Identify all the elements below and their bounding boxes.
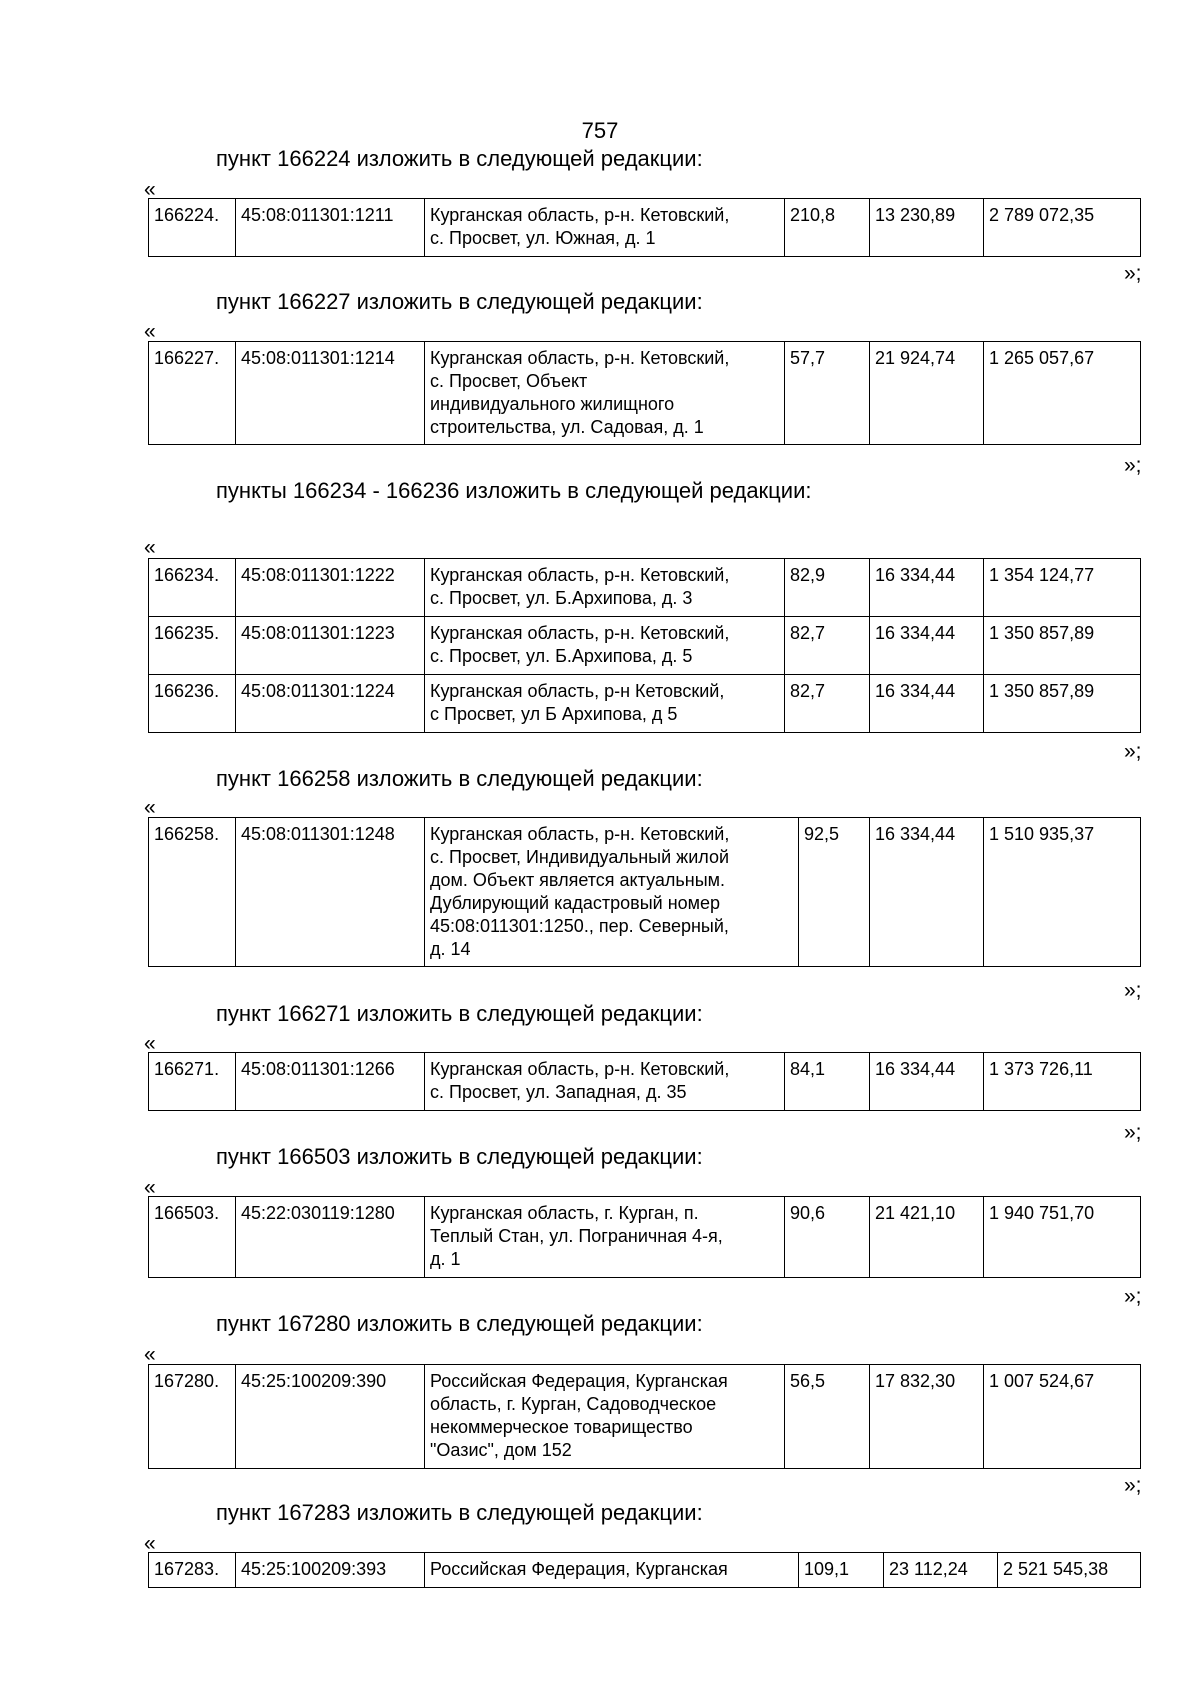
table-row [149,1365,1141,1469]
amendment-table [148,1364,1141,1469]
amendment-heading: пункты 166234 - 166236 изложить в следующей редакции: [216,478,812,503]
row-number-cell: 166234. [149,559,236,617]
row-number-cell: 166227. [149,342,236,445]
amendment-table [148,817,1141,967]
address-cell: Курганская область, р-н. Кетовский, с. Просвет, Объект индивидуального жилищного строительства, ул. Садовая, д. 1 [425,342,785,445]
unit-value-cell: 23 112,24 [884,1553,998,1588]
cadastral-number-cell: 45:25:100209:393 [236,1553,425,1588]
amendment-table [148,558,1141,733]
table-row [149,1053,1141,1111]
row-number-cell: 166224. [149,199,236,257]
table-row [149,199,1141,257]
amendment-heading: пункт 166271 изложить в следующей редакции: [216,1001,703,1026]
cadastral-value-cell: 1 007 524,67 [984,1365,1141,1469]
unit-value-cell: 13 230,89 [870,199,984,257]
address-cell: Курганская область, р-н Кетовский, с Просвет, ул Б Архипова, д 5 [425,675,785,733]
area-cell: 84,1 [785,1053,870,1111]
unit-value-cell: 16 334,44 [870,818,984,967]
opening-quote: « [144,1532,156,1555]
table-row [149,617,1141,675]
amendment-heading: пункт 166224 изложить в следующей редакции: [216,146,703,171]
cadastral-number-cell: 45:22:030119:1280 [236,1197,425,1278]
area-cell: 57,7 [785,342,870,445]
amendment-heading: пункт 166227 изложить в следующей редакции: [216,289,703,314]
area-cell: 56,5 [785,1365,870,1469]
cadastral-number-cell: 45:08:011301:1223 [236,617,425,675]
address-cell: Курганская область, р-н. Кетовский, с. Просвет, ул. Западная, д. 35 [425,1053,785,1111]
opening-quote: « [144,1343,156,1366]
area-cell: 90,6 [785,1197,870,1278]
closing-quote: »; [1124,1285,1142,1308]
cadastral-number-cell: 45:08:011301:1266 [236,1053,425,1111]
closing-quote: »; [1124,1121,1142,1144]
row-number-cell: 167280. [149,1365,236,1469]
amendment-table [148,341,1141,445]
cadastral-number-cell: 45:08:011301:1248 [236,818,425,967]
address-cell: Курганская область, г. Курган, п. Теплый Стан, ул. Пограничная 4-я, д. 1 [425,1197,785,1278]
opening-quote: « [144,320,156,343]
closing-quote: »; [1124,1474,1142,1497]
area-cell: 109,1 [799,1553,884,1588]
cadastral-value-cell: 1 265 057,67 [984,342,1141,445]
cadastral-value-cell: 2 521 545,38 [998,1553,1141,1588]
area-cell: 82,9 [785,559,870,617]
cadastral-value-cell: 1 350 857,89 [984,675,1141,733]
area-cell: 92,5 [799,818,870,967]
opening-quote: « [144,536,156,559]
cadastral-value-cell: 1 350 857,89 [984,617,1141,675]
cadastral-number-cell: 45:08:011301:1211 [236,199,425,257]
address-cell: Курганская область, р-н. Кетовский, с. Просвет, ул. Б.Архипова, д. 3 [425,559,785,617]
unit-value-cell: 16 334,44 [870,559,984,617]
table-row [149,675,1141,733]
cadastral-value-cell: 2 789 072,35 [984,199,1141,257]
amendment-table [148,198,1141,257]
amendment-heading: пункт 167283 изложить в следующей редакции: [216,1500,703,1525]
unit-value-cell: 17 832,30 [870,1365,984,1469]
table-row [149,342,1141,445]
amendment-table [148,1052,1141,1111]
address-cell: Курганская область, р-н. Кетовский, с. Просвет, ул. Южная, д. 1 [425,199,785,257]
area-cell: 210,8 [785,199,870,257]
row-number-cell: 166271. [149,1053,236,1111]
amendment-table [148,1552,1141,1588]
address-cell: Российская Федерация, Курганская область, г. Курган, Садоводческое некоммерческое товарищество "Оазис", дом 152 [425,1365,785,1469]
closing-quote: »; [1124,262,1142,285]
closing-quote: »; [1124,740,1142,763]
table-row [149,818,1141,967]
cadastral-value-cell: 1 510 935,37 [984,818,1141,967]
amendment-heading: пункт 167280 изложить в следующей редакции: [216,1311,703,1336]
cadastral-number-cell: 45:08:011301:1224 [236,675,425,733]
unit-value-cell: 16 334,44 [870,1053,984,1111]
opening-quote: « [144,1176,156,1199]
row-number-cell: 166258. [149,818,236,967]
opening-quote: « [144,796,156,819]
amendment-table [148,1196,1141,1278]
cadastral-number-cell: 45:25:100209:390 [236,1365,425,1469]
cadastral-value-cell: 1 373 726,11 [984,1053,1141,1111]
address-cell: Курганская область, р-н. Кетовский, с. Просвет, ул. Б.Архипова, д. 5 [425,617,785,675]
unit-value-cell: 21 421,10 [870,1197,984,1278]
address-cell: Российская Федерация, Курганская [425,1553,799,1588]
cadastral-number-cell: 45:08:011301:1222 [236,559,425,617]
cadastral-value-cell: 1 354 124,77 [984,559,1141,617]
page-number: 757 [581,118,619,143]
table-row [149,1553,1141,1588]
opening-quote: « [144,178,156,201]
unit-value-cell: 16 334,44 [870,675,984,733]
address-cell: Курганская область, р-н. Кетовский, с. Просвет, Индивидуальный жилой дом. Объект является актуальным. Дублирующий кадастровый номер 45:08:011301:1250., пер. Северный, д. 14 [425,818,799,967]
cadastral-number-cell: 45:08:011301:1214 [236,342,425,445]
amendment-heading: пункт 166258 изложить в следующей редакции: [216,766,703,791]
row-number-cell: 166236. [149,675,236,733]
cadastral-value-cell: 1 940 751,70 [984,1197,1141,1278]
table-row [149,1197,1141,1278]
closing-quote: »; [1124,979,1142,1002]
table-row [149,559,1141,617]
opening-quote: « [144,1032,156,1055]
area-cell: 82,7 [785,675,870,733]
amendment-heading: пункт 166503 изложить в следующей редакции: [216,1144,703,1169]
row-number-cell: 167283. [149,1553,236,1588]
closing-quote: »; [1124,454,1142,477]
unit-value-cell: 21 924,74 [870,342,984,445]
row-number-cell: 166235. [149,617,236,675]
row-number-cell: 166503. [149,1197,236,1278]
area-cell: 82,7 [785,617,870,675]
unit-value-cell: 16 334,44 [870,617,984,675]
